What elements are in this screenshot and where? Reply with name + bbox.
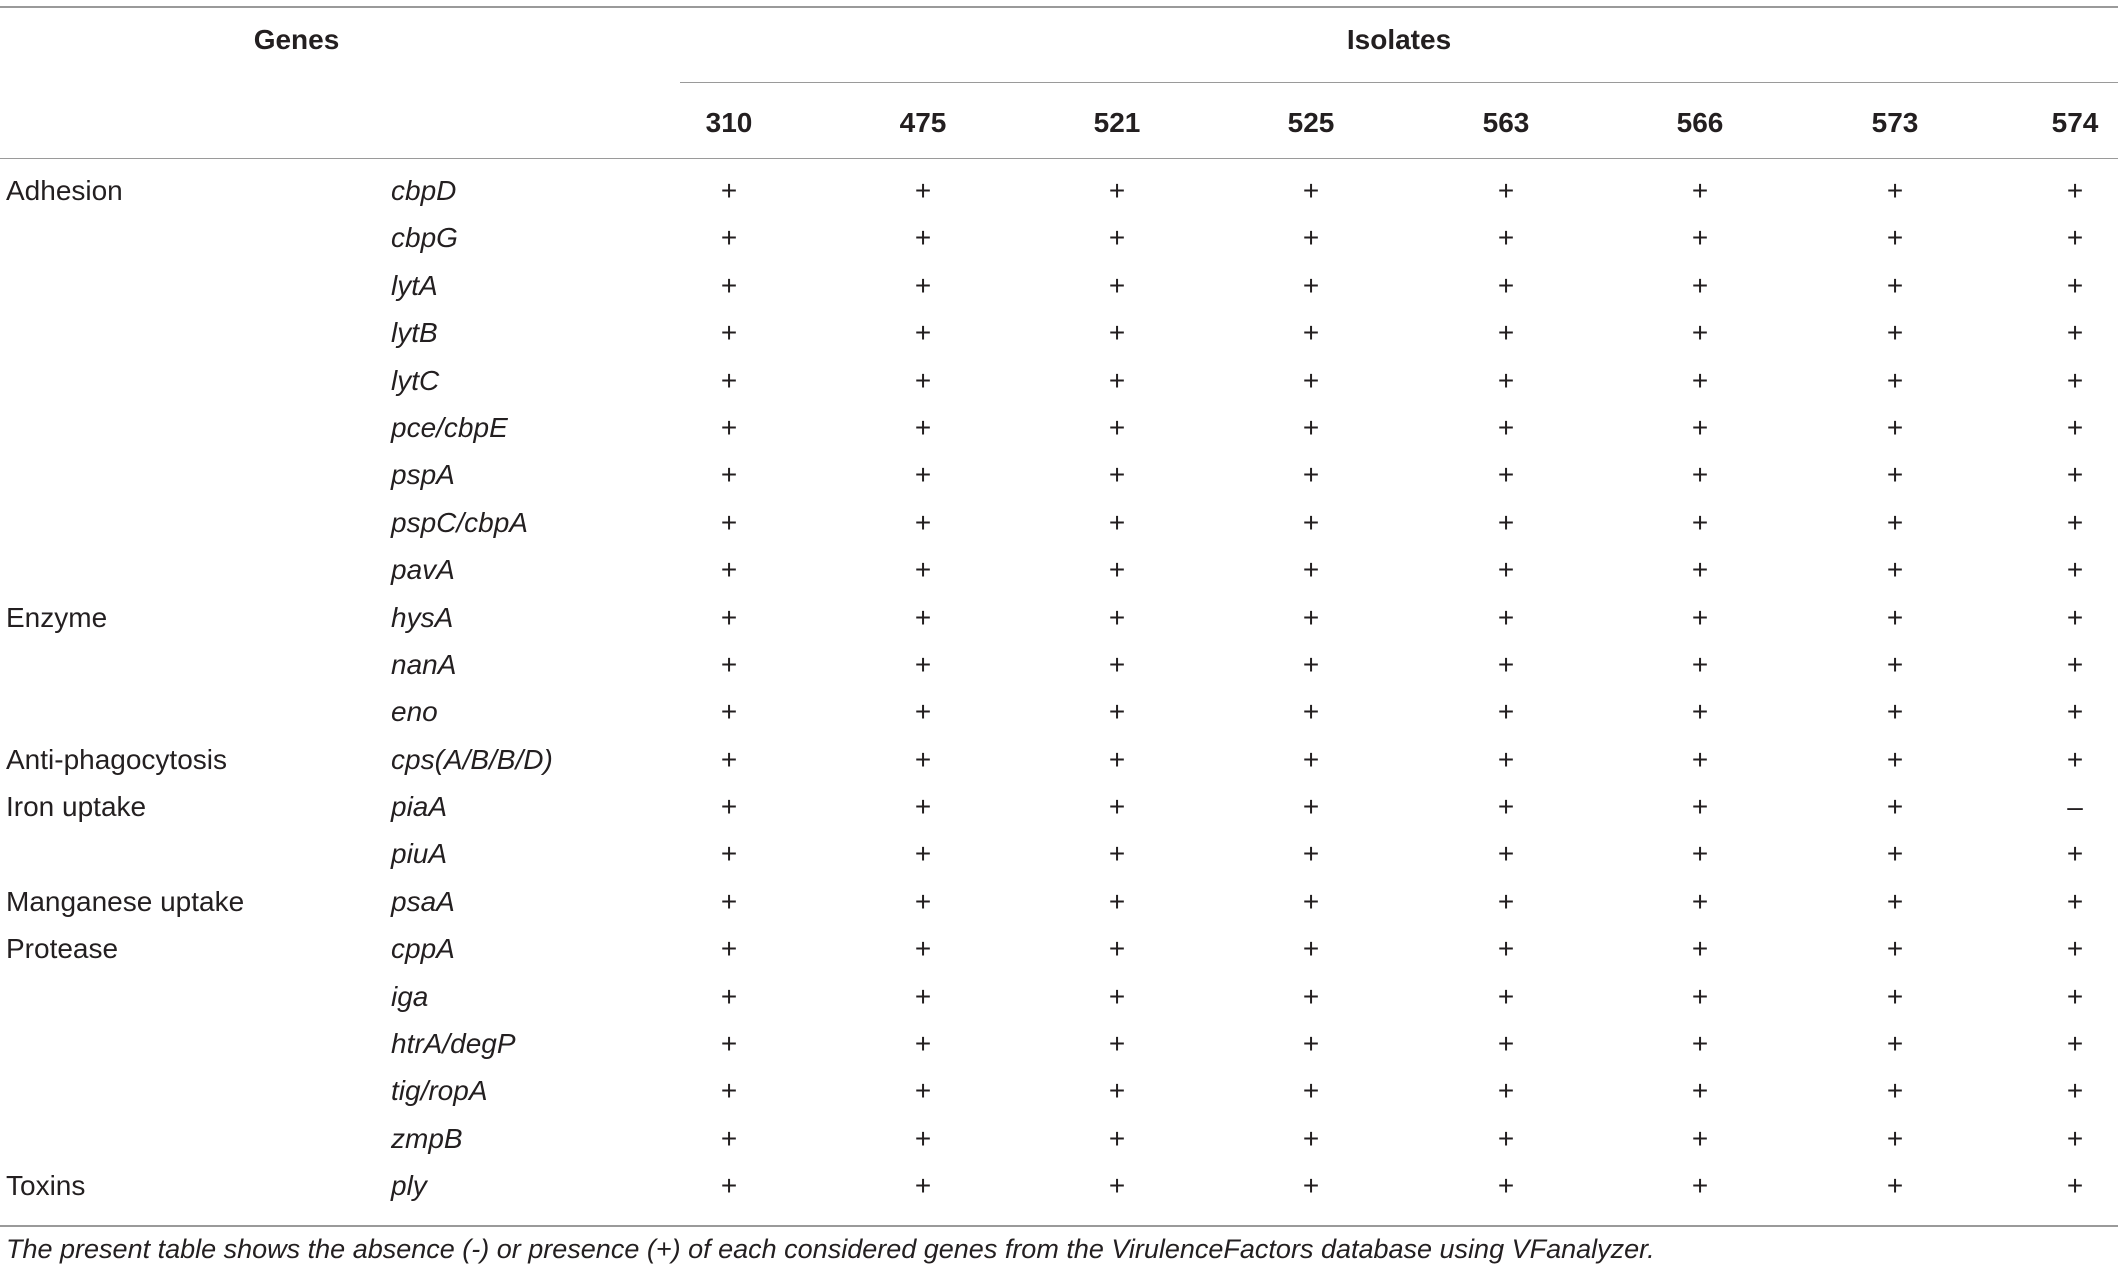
presence-cell: +: [1302, 1075, 1320, 1107]
isolate-header-566: 566: [1676, 107, 1724, 138]
presence-cell: +: [720, 696, 738, 728]
presence-cell: +: [1302, 175, 1320, 206]
presence-cell: +: [1497, 364, 1515, 396]
table-row: [0, 1070, 2118, 1117]
presence-cell: +: [914, 885, 932, 917]
gene-cell: lytA: [391, 269, 438, 301]
presence-cell: +: [914, 743, 932, 775]
gene-cell: psaA: [391, 885, 455, 917]
table-row: [0, 502, 2118, 549]
presence-cell: +: [1108, 1075, 1126, 1107]
presence-cell: +: [1302, 838, 1320, 870]
presence-cell: +: [914, 222, 932, 254]
presence-cell: +: [1691, 648, 1709, 680]
presence-cell: +: [720, 364, 738, 396]
presence-cell: +: [1691, 1075, 1709, 1107]
presence-cell: +: [2066, 222, 2084, 254]
category-cell: Enzyme: [6, 601, 108, 633]
presence-cell: +: [1302, 411, 1320, 443]
presence-cell: +: [1691, 506, 1709, 538]
presence-cell: +: [1497, 317, 1515, 349]
presence-cell: +: [1108, 317, 1126, 349]
presence-cell: +: [1691, 885, 1709, 917]
table-row: [0, 170, 2118, 217]
presence-cell: +: [914, 269, 932, 301]
presence-cell: +: [1691, 317, 1709, 349]
presence-cell: +: [1497, 885, 1515, 917]
presence-cell: +: [914, 648, 932, 680]
presence-cell: +: [1302, 885, 1320, 917]
presence-cell: +: [1302, 506, 1320, 538]
presence-cell: +: [1108, 364, 1126, 396]
presence-cell: +: [1886, 269, 1904, 301]
presence-cell: +: [720, 222, 738, 254]
presence-cell: +: [2066, 933, 2084, 965]
gene-cell: cppA: [391, 933, 455, 965]
table-row: [0, 1118, 2118, 1165]
presence-cell: +: [1497, 933, 1515, 965]
gene-cell: eno: [391, 696, 438, 728]
category-cell: Toxins: [6, 1170, 86, 1202]
presence-cell: +: [720, 743, 738, 775]
presence-cell: +: [1691, 1122, 1709, 1154]
presence-cell: +: [1108, 933, 1126, 965]
presence-cell: +: [1886, 222, 1904, 254]
presence-cell: +: [720, 411, 738, 443]
presence-cell: +: [1108, 648, 1126, 680]
presence-cell: +: [720, 554, 738, 586]
presence-cell: +: [2066, 175, 2084, 206]
isolate-header-525: 525: [1287, 107, 1335, 138]
table-top-rule: [0, 6, 2118, 8]
presence-cell: +: [914, 696, 932, 728]
presence-cell: +: [1691, 933, 1709, 965]
presence-cell: +: [914, 838, 932, 870]
isolate-header-574: 574: [2051, 107, 2099, 138]
presence-cell: +: [2066, 648, 2084, 680]
presence-cell: +: [1302, 791, 1320, 823]
table-body: [0, 170, 2118, 1213]
presence-cell: +: [720, 1170, 738, 1202]
isolate-header-475: 475: [899, 107, 947, 138]
presence-cell: +: [1691, 175, 1709, 206]
presence-cell: +: [1497, 791, 1515, 823]
gene-cell: htrA/degP: [391, 1028, 516, 1060]
category-cell: Adhesion: [6, 175, 123, 206]
presence-cell: +: [1302, 1122, 1320, 1154]
table-bottom-rule: [0, 1225, 2118, 1227]
presence-cell: +: [1108, 269, 1126, 301]
presence-cell: +: [1497, 269, 1515, 301]
presence-cell: +: [1497, 1075, 1515, 1107]
presence-cell: +: [1497, 743, 1515, 775]
gene-cell: piuA: [391, 838, 448, 870]
presence-cell: +: [914, 791, 932, 823]
gene-cell: hysA: [391, 601, 454, 633]
presence-cell: +: [1886, 885, 1904, 917]
presence-cell: +: [720, 506, 738, 538]
table-row: [0, 881, 2118, 928]
presence-cell: +: [1302, 364, 1320, 396]
presence-cell: +: [914, 364, 932, 396]
presence-cell: +: [1886, 648, 1904, 680]
presence-cell: +: [720, 459, 738, 491]
table-caption: The present table shows the absence (-) or presence (+) of each considered genes from the VirulenceFactors database using VFanalyzer.: [6, 1234, 1655, 1264]
presence-cell: +: [1108, 554, 1126, 586]
presence-cell: +: [720, 175, 738, 206]
table-row: [0, 1023, 2118, 1070]
presence-cell: +: [2066, 1075, 2084, 1107]
presence-cell: +: [1497, 601, 1515, 633]
presence-cell: +: [2066, 743, 2084, 775]
presence-cell: +: [1691, 1028, 1709, 1060]
isolate-header-563: 563: [1482, 107, 1530, 138]
presence-cell: +: [720, 1075, 738, 1107]
gene-cell: lytB: [391, 317, 438, 349]
presence-cell: +: [1497, 980, 1515, 1012]
table-row: [0, 739, 2118, 786]
presence-cell: +: [1691, 743, 1709, 775]
presence-cell: +: [2066, 1122, 2084, 1154]
presence-cell: +: [914, 980, 932, 1012]
presence-cell: +: [2066, 601, 2084, 633]
table-row: [0, 928, 2118, 975]
category-cell: Anti-phagocytosis: [6, 743, 228, 775]
presence-cell: +: [1302, 1170, 1320, 1202]
presence-cell: +: [1497, 696, 1515, 728]
presence-cell: +: [1691, 364, 1709, 396]
presence-cell: +: [1886, 175, 1904, 206]
genes-header: Genes: [253, 24, 340, 55]
presence-cell: +: [1108, 175, 1126, 206]
table-row: [0, 1165, 2118, 1212]
table-row: [0, 597, 2118, 644]
presence-cell: +: [1497, 554, 1515, 586]
presence-cell: +: [720, 1122, 738, 1154]
presence-cell: +: [1886, 933, 1904, 965]
presence-cell: +: [720, 980, 738, 1012]
presence-cell: +: [1886, 1122, 1904, 1154]
presence-cell: +: [1302, 980, 1320, 1012]
presence-cell: +: [2066, 317, 2084, 349]
presence-cell: +: [720, 933, 738, 965]
isolates-header: Isolates: [1346, 24, 1452, 55]
presence-cell: +: [1108, 791, 1126, 823]
presence-cell: +: [720, 317, 738, 349]
presence-cell: +: [1497, 648, 1515, 680]
presence-cell: +: [1886, 364, 1904, 396]
presence-cell: +: [1497, 175, 1515, 206]
presence-cell: +: [720, 1028, 738, 1060]
gene-cell: pavA: [391, 554, 455, 586]
presence-cell: +: [1108, 459, 1126, 491]
presence-cell: +: [1886, 459, 1904, 491]
category-cell: Iron uptake: [6, 791, 147, 823]
presence-cell: +: [1108, 696, 1126, 728]
table-row: [0, 976, 2118, 1023]
presence-cell: +: [914, 1075, 932, 1107]
isolate-header-573: 573: [1871, 107, 1919, 138]
gene-cell: piaA: [391, 791, 448, 823]
presence-cell: +: [1497, 411, 1515, 443]
presence-cell: +: [1108, 506, 1126, 538]
presence-cell: +: [914, 506, 932, 538]
presence-cell: +: [914, 1170, 932, 1202]
presence-cell: +: [914, 317, 932, 349]
gene-cell: pspA: [391, 459, 455, 491]
presence-cell: +: [1497, 1028, 1515, 1060]
presence-cell: +: [2066, 838, 2084, 870]
gene-cell: ply: [391, 1170, 427, 1202]
presence-cell: +: [1691, 601, 1709, 633]
table-row: [0, 549, 2118, 596]
presence-cell: +: [1886, 1028, 1904, 1060]
presence-cell: +: [1886, 1170, 1904, 1202]
presence-cell: +: [1691, 269, 1709, 301]
presence-cell: +: [914, 933, 932, 965]
category-cell: Protease: [6, 933, 119, 965]
isolates-rule: [680, 82, 2118, 83]
presence-cell: +: [2066, 1170, 2084, 1202]
presence-cell: +: [1108, 1122, 1126, 1154]
presence-cell: +: [1886, 980, 1904, 1012]
presence-cell: +: [1302, 601, 1320, 633]
presence-cell: +: [1108, 1170, 1126, 1202]
presence-cell: +: [914, 459, 932, 491]
presence-cell: +: [1497, 1170, 1515, 1202]
presence-cell: +: [1108, 885, 1126, 917]
presence-cell: +: [914, 554, 932, 586]
presence-cell: +: [1886, 411, 1904, 443]
presence-cell: +: [1886, 1075, 1904, 1107]
gene-cell: lytC: [391, 364, 440, 396]
presence-cell: +: [1691, 838, 1709, 870]
presence-cell: +: [1886, 554, 1904, 586]
presence-cell: +: [2066, 506, 2084, 538]
table-row: [0, 265, 2118, 312]
presence-cell: +: [1497, 1122, 1515, 1154]
presence-cell: +: [720, 838, 738, 870]
gene-cell: cbpG: [391, 222, 458, 254]
presence-cell: +: [914, 411, 932, 443]
presence-cell: +: [1108, 980, 1126, 1012]
presence-cell: +: [1691, 222, 1709, 254]
presence-cell: +: [1691, 1170, 1709, 1202]
presence-cell: +: [1886, 317, 1904, 349]
presence-cell: +: [1497, 838, 1515, 870]
table-row: [0, 312, 2118, 359]
presence-cell: +: [1886, 696, 1904, 728]
presence-cell: +: [720, 269, 738, 301]
table-row: [0, 833, 2118, 880]
gene-cell: pspC/cbpA: [391, 506, 528, 538]
table-row: [0, 360, 2118, 407]
presence-cell: +: [1691, 980, 1709, 1012]
presence-cell: +: [1302, 648, 1320, 680]
presence-cell: +: [1302, 459, 1320, 491]
presence-cell: +: [1108, 411, 1126, 443]
presence-cell: +: [1302, 933, 1320, 965]
presence-cell: +: [1886, 838, 1904, 870]
table-row: [0, 217, 2118, 264]
presence-cell: +: [1108, 222, 1126, 254]
presence-cell: +: [914, 175, 932, 206]
header-rule: [0, 158, 2118, 159]
isolate-header-310: 310: [705, 107, 753, 138]
presence-cell: +: [1108, 743, 1126, 775]
presence-cell: +: [2066, 459, 2084, 491]
presence-cell: +: [2066, 1028, 2084, 1060]
presence-cell: +: [1302, 554, 1320, 586]
presence-cell: +: [1497, 459, 1515, 491]
presence-cell: +: [1886, 601, 1904, 633]
presence-cell: +: [1302, 317, 1320, 349]
presence-cell: +: [1108, 1028, 1126, 1060]
presence-cell: +: [1691, 554, 1709, 586]
presence-cell: +: [2066, 269, 2084, 301]
table-row: [0, 786, 2118, 833]
presence-cell: +: [1691, 459, 1709, 491]
presence-cell: +: [2066, 411, 2084, 443]
presence-cell: +: [2066, 364, 2084, 396]
category-cell: Manganese uptake: [6, 885, 245, 917]
table-row: [0, 407, 2118, 454]
presence-cell: +: [720, 791, 738, 823]
presence-cell: +: [720, 601, 738, 633]
presence-cell: +: [1691, 696, 1709, 728]
presence-cell: +: [2066, 696, 2084, 728]
presence-cell: +: [1302, 696, 1320, 728]
presence-cell: +: [1302, 1028, 1320, 1060]
presence-cell: +: [914, 601, 932, 633]
presence-cell: +: [1108, 601, 1126, 633]
presence-cell: +: [1302, 743, 1320, 775]
presence-cell: +: [720, 885, 738, 917]
presence-cell: +: [1497, 506, 1515, 538]
gene-cell: cbpD: [391, 175, 457, 206]
presence-cell: +: [2066, 980, 2084, 1012]
presence-cell: +: [2066, 885, 2084, 917]
presence-cell: +: [1886, 791, 1904, 823]
isolate-header-521: 521: [1093, 107, 1141, 138]
gene-cell: iga: [391, 980, 429, 1012]
presence-cell: +: [1497, 222, 1515, 254]
gene-cell: pce/cbpE: [391, 411, 508, 443]
gene-cell: tig/ropA: [391, 1075, 488, 1107]
table-row: [0, 454, 2118, 501]
presence-cell: –: [2067, 791, 2083, 823]
presence-cell: +: [1691, 411, 1709, 443]
gene-cell: zmpB: [391, 1122, 463, 1154]
table-row: [0, 691, 2118, 738]
presence-cell: +: [2066, 554, 2084, 586]
presence-cell: +: [1886, 506, 1904, 538]
presence-cell: +: [1302, 269, 1320, 301]
presence-cell: +: [914, 1122, 932, 1154]
presence-cell: +: [1108, 838, 1126, 870]
presence-cell: +: [1886, 743, 1904, 775]
gene-cell: cps(A/B/B/D): [391, 743, 553, 775]
presence-cell: +: [1691, 791, 1709, 823]
presence-cell: +: [720, 648, 738, 680]
presence-cell: +: [1302, 222, 1320, 254]
table-row: [0, 644, 2118, 691]
gene-cell: nanA: [391, 648, 457, 680]
presence-cell: +: [914, 1028, 932, 1060]
